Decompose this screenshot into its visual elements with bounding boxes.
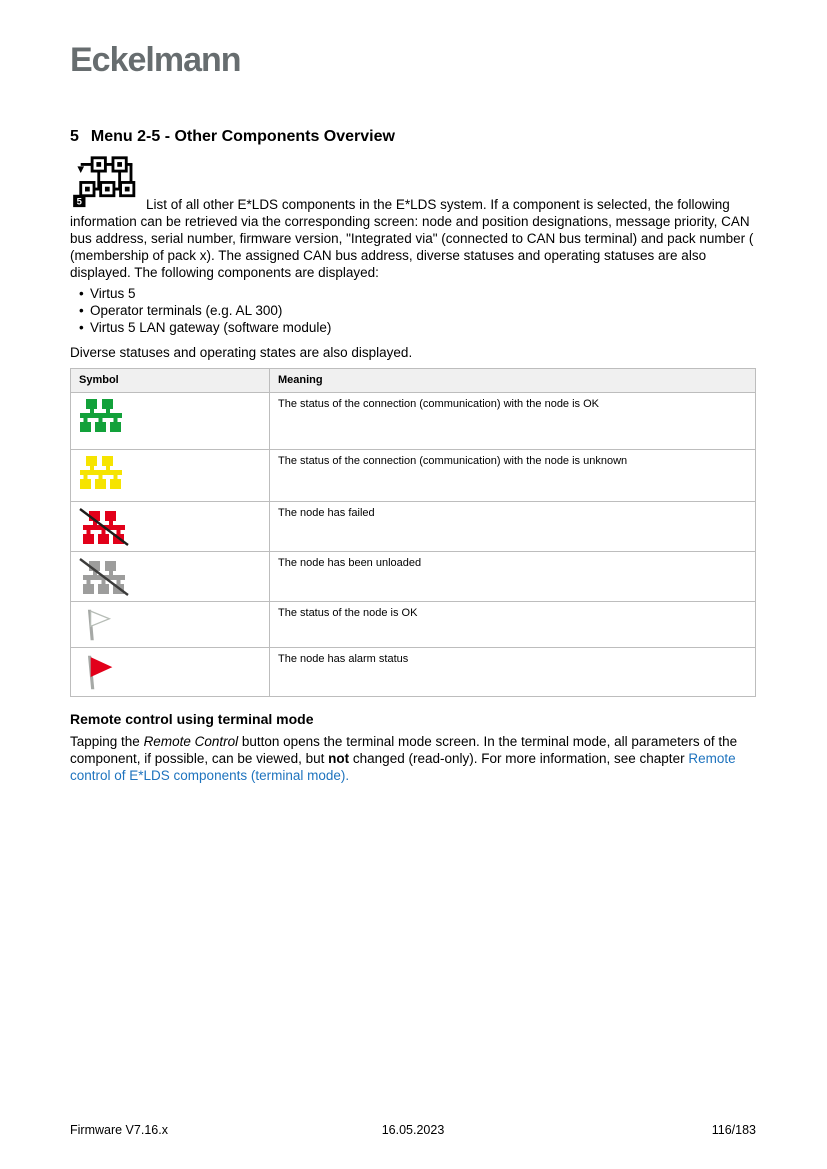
other-components-menu-icon <box>70 154 137 209</box>
network-nodes-red-crossed-icon <box>79 508 129 546</box>
list-item: • Virtus 5 LAN gateway (software module) <box>70 319 756 336</box>
list-item: • Virtus 5 <box>70 285 756 302</box>
flag-red-icon <box>79 654 115 691</box>
table-row <box>71 393 756 450</box>
table-row <box>71 602 756 648</box>
meaning-cell: The node has been unloaded <box>270 552 756 602</box>
network-nodes-gray-crossed-icon <box>79 558 129 596</box>
page-footer <box>70 1123 756 1137</box>
components-list <box>70 285 756 336</box>
footer-date: 16.05.2023 <box>381 1123 445 1137</box>
network-nodes-green-icon <box>79 399 123 433</box>
table-row <box>71 648 756 697</box>
table-header-row <box>71 369 756 393</box>
intro-paragraph <box>70 154 756 281</box>
footer-firmware-version: Firmware V7.16.x <box>70 1123 168 1137</box>
status-symbols-table <box>70 368 756 697</box>
meaning-cell: The status of the node is OK <box>270 602 756 648</box>
arrow-down-glyph <box>77 166 84 173</box>
table-row <box>71 552 756 602</box>
remote-control-button-name: Remote Control <box>143 734 239 749</box>
list-item: • Operator terminals (e.g. AL 300) <box>70 302 756 319</box>
network-nodes-yellow-icon <box>79 456 123 490</box>
intro-text: List of all other E*LDS components in the E*LDS system. If a component is selected, the following information can be retrieved via the corresponding screen: node and position designations, message priority, CAN bus address, serial number, firmware version, "Integrated via" (connected to CAN bus terminal) and pack number ( (membership of pack x). The assigned CAN bus address, diverse statuses and operating statuses are also displayed. The following components are displayed: <box>70 197 754 280</box>
table-row <box>71 450 756 502</box>
meaning-cell: The status of the connection (communication) with the node is unknown <box>270 450 756 502</box>
svg-text:5: 5 <box>76 196 82 208</box>
table-row <box>71 502 756 552</box>
flag-outline-icon <box>79 608 113 642</box>
meaning-column-header: Meaning <box>270 369 756 393</box>
chapter-number: 5 <box>70 128 79 145</box>
remote-control-heading: Remote control using terminal mode <box>70 711 314 727</box>
chapter-cross-reference-link[interactable]: Remote control of E*LDS components (terminal mode). <box>70 751 736 783</box>
chapter-title: Menu 2-5 - Other Components Overview <box>90 128 395 145</box>
remote-control-paragraph: Tapping the Remote Control button opens the terminal mode screen. In the terminal mode, all parameters of the component, if possible, can be viewed, but not changed (read-only). For more information, see chapter Remote control of E*LDS components (terminal mode). <box>70 734 738 783</box>
footer-page-number: 116/183 <box>711 1123 757 1137</box>
symbol-column-header: Symbol <box>71 369 270 393</box>
eckelmann-logo: Eckelmann <box>70 41 241 79</box>
statuses-note: Diverse statuses and operating states are also displayed. <box>70 345 413 360</box>
meaning-cell: The status of the connection (communication) with the node is OK <box>270 393 756 450</box>
meaning-cell: The node has failed <box>270 502 756 552</box>
chapter-heading <box>70 128 756 146</box>
meaning-cell: The node has alarm status <box>270 648 756 697</box>
